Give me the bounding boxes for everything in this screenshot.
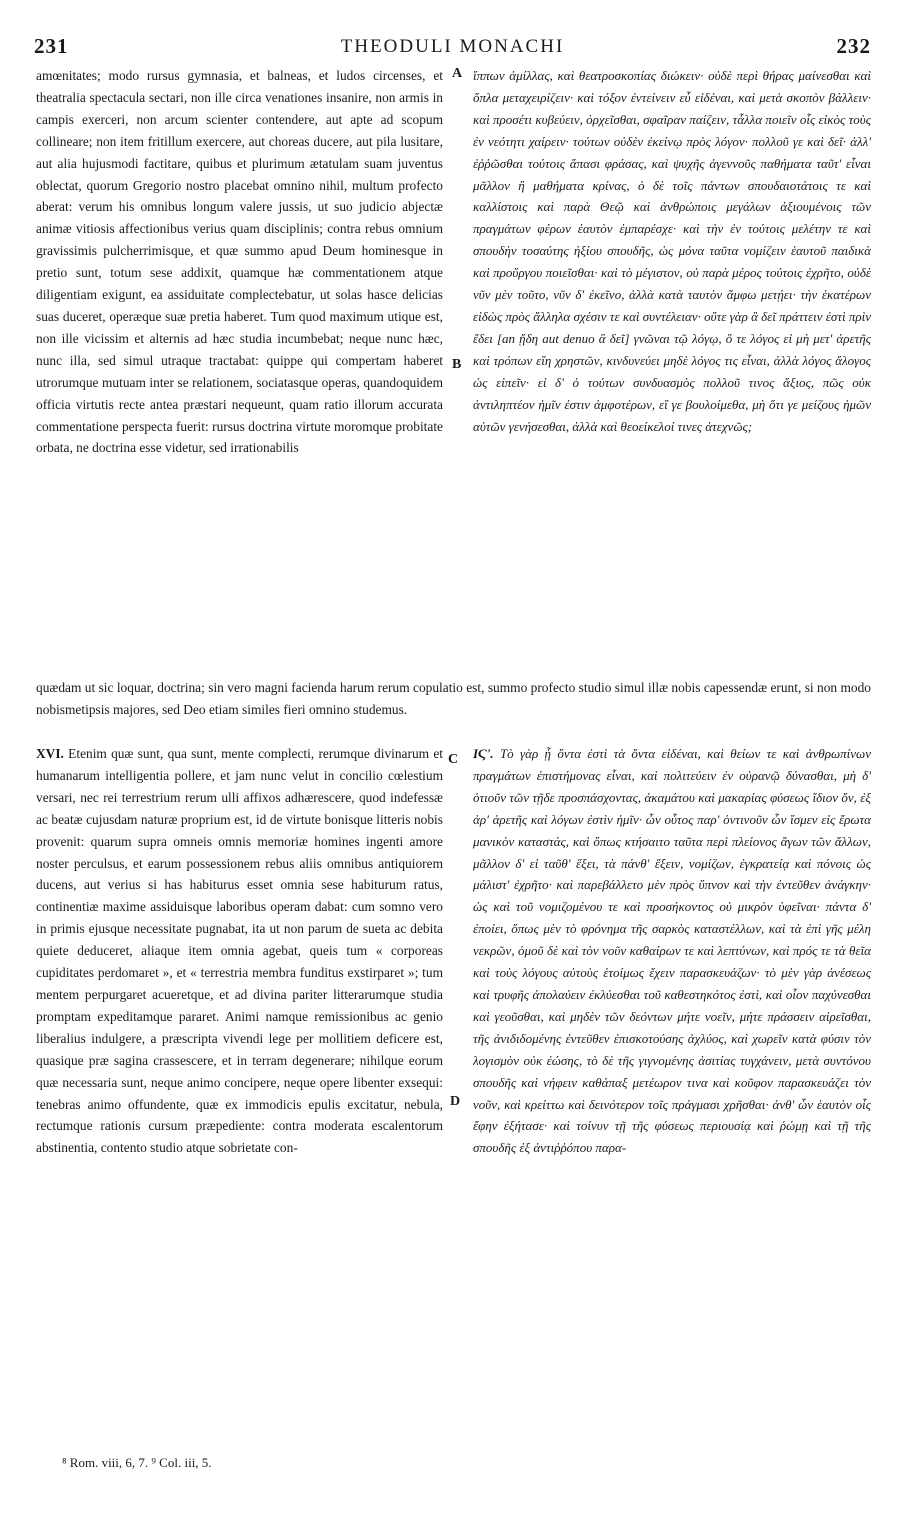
latin-column-bottom [36,743,443,1438]
footnotes: ⁸ Rom. viii, 6, 7. ⁹ Col. iii, 5. [62,1455,212,1470]
running-title: THEODULI MONACHI [340,36,565,57]
greek-section-16 [473,743,871,1159]
latin-text-bottom: Etenim quæ sunt, qua sunt, mente complecti, rerumque divinarum et humanarum intelligentia pollere, et jam nunc velut in concilio cœlestium versari, nec rei terrestrium rerum ulli affixos adhærescere, quod indefessæ ac beatæ cujusdam naturæ proprium est, id de virtute bonisque litteris nobis provenit: quarum supra omneis omnis memoriæ homines ingenti amore noster perculsus, et earum possessionem rebus aliis omnibus antiquiorem ducens, aut verius si has habiturus esset omnia sese habiturum ratus, continentiæ maxime assiduisque laboribus operam dabat: cum somno vero in primis ejusque necessitate pugnabat, ita ut non parum de sueta ac debita quiete deduceret, aliaque item omnia agebat, queis tum « corporeas cupiditates perdomaret », et « terrestria membra funditus exstirparet »; tum mentem perpurgaret acueretque, et ad divina pariter litterarumque studia promptam expeditamque pararet. Animi namque remissionibus ac genio liberalius indulgere, a præscripta vivendi lege per mollitiem deficere est, quasique præ sagina crassescere, et in terram degenerare; nihilque eorum quæ necessaria sunt, neque animo concipere, neque opere libenter exsequi: tenebras animo offundente, quæ ex immodicis epulis excitatur, nebula, rectumque rationis cursum præpediente: contra moderata escalentorum abstinentia, contento studio atque sobrietate con- [36,746,443,1156]
margin-marker-d: D [450,1094,461,1109]
right-page-number: 232 [836,34,871,58]
running-header [34,34,871,64]
greek-text-top: ἵππων ἁμίλλας, καὶ θεατροσκοπίας διώκειν· οὐδὲ περὶ θήρας μαίνεσθαι καὶ ὅπλα μεταχειρίζειν· καὶ τόξον ἐντείνειν εὖ εἰδέναι, καὶ μετὰ σκοπὸν βάλλειν· καὶ προσέτι κυβεύειν, ὀρχεῖσθαι, σφαῖραν παίζειν, τἆλλα ποιεῖν οἷς εἰκὸς τοὺς ἐν νεότητι χαίρειν· τούτων οὐδὲν ἐκείνῳ πρὸς λόγον· πολλοῦ γε καὶ δεῖ· ἀλλ' ἐῤῥῶσθαι τούτοις ἅπασι φράσας, καὶ ψυχῆς ἀγεννοῦς παθήματα ταῦτ' εἶναι μᾶλλον ἢ μαθήματα κρίνας, ὁ δὲ τοῖς πάντων σπουδαιοτάτοις τε καὶ καλλίστοις καὶ παρὰ Θεῷ καὶ ἀνθρώποις μεγάλων ἀξιουμένοις τῶν πραγμάτων φέρων ἑαυτὸν ἐμπαρέσχε· καὶ τὴν ἐν τούτοις μελέτην τε καὶ σπουδὴν τοσαύτης ἠξίου σπουδῆς, ὡς μόνα ταῦτα νομίζειν ἑαυτοῦ παιδικὰ καὶ προὔργου ποιεῖσθαι· καὶ τὸ μέγιστον, οὐ παρὰ μέρος τούτοις ἐχρῆτο, οὐδὲ νῦν μὲν τοῦτο, νῦν δ' ἐκεῖνο, ἀλλὰ κατὰ ταυτὸν ἄμφω μετῄει· τὴν ἑκατέρων εἰδὼς πρὸς ἄλληλα σχέσιν τε καὶ συντέλειαν· οὔτε γὰρ ἃ δεῖ πράττειν ἐστὶ πρὶν ἔδει [an ᾔδη aut denuo ἃ δεῖ] γνῶναι τῷ λόγῳ, ὅ τε λόγος εἰ μὴ μετ' ἀρετῆς καὶ τρόπων εἴη χρηστῶν, κινδυνεύει μηδὲ λόγος τις εἶναι, ἀλλὰ λόγος ἄλογος ὡς εἰπεῖν· εἰ δ' ὁ τούτων συνδυασμὸς πολλοῦ τινος ἄξιος, πῶς οὐκ ἀντιληπτέον ἡμῖν ἐστιν ἀμφοτέρων, εἴ γε βουλοίμεθα, μὴ ὅτι γε μείζους ἡμῶν αὐτῶν γενήσεσθαι, ἀλλὰ καὶ θεοείκελοί τινες ἀτεχνῶς; [473,68,871,434]
margin-marker-c: C [448,752,459,767]
greek-column-top [473,65,871,677]
greek-text-bottom: Τὸ γὰρ ᾗ ὄντα ἐστὶ τὰ ὄντα εἰδέναι, καὶ θείων τε καὶ ἀνθρωπίνων πραγμάτων ἐπιστήμονας εἶναι, καὶ πολιτεύειν ἐν οὐρανῷ δύνασθαι, μὴ δ' ὁτιοῦν τῶν τῇδε προσπάσχοντας, ἀκαμάτου καὶ μακαρίας φύσεως ἴδιον ὄν, ἐξ ἀρ' ἀρετῆς καὶ λόγων ἐστὶν ἡμῖν· ὧν οὗτος παρ' ὁντινοῦν ὧν ἴσμεν εἰς ἔρωτα μανικὸν καταστάς, καὶ ὅπως κτήσαιτο ταῦτα περὶ πλείονος ἄγων τῶν ἄλλων, μᾶλλον δ' εἰ ταῦθ' ἕξει, τὰ πάνθ' ἕξειν, νομίζων, ἐγκρατείᾳ καὶ πόνοις ὡς μάλιστ' ἐχρῆτο· καὶ παρεβάλλετο μὲν πρὸς ὕπνον καὶ τὴν ἐντεῦθεν ἀνάγκην· ὡς καὶ τοῦ νομιζομένου τε καὶ προσήκοντος οὐ μικρὸν ὑφεῖναι· πάντα δ' ἐποίει, ὅπως μὲν τὸ φρόνημα τῆς σαρκὸς καταστέλλων, καὶ τὰ ἐπὶ γῆς μέλη νεκρῶν, ὁμοῦ δὲ καὶ τὸν νοῦν καθαίρων τε καὶ λεπτύνων, καὶ πρός τε τὰ θεῖα καὶ τοὺς λόγους αὐτοὺς ἑτοίμως ἔχειν παρασκευάζων· τὸ μὲν γὰρ ἀνέσεως καὶ τρυφῆς ἀπολαύειν ἐκλύεσθαι τοῦ καθεστηκότος ἐστὶ, καὶ οἷον παχύνεσθαι καὶ γεοῦσθαι, καὶ μηδὲν τῶν δεόντων μήτε νοεῖν, μήτε πράσσειν αἱρεῖσθαι, τῆς ἀνιδιδομένης ἐντεῦθεν ἐπισκοτούσης ἀχλύος, καὶ χωρεῖν κατὰ φύσιν τὸν λογισμὸν οὐκ ἐώσης, τὸ δὲ τῆς γιγνομένης ἀσιτίας τυγχάνειν, μετὰ συντόνου σπουδῆς καὶ νήφειν καθάπαξ μετέωρον τινα καὶ κοῦφον παρασκευάζει τὸν νοῦν, καὶ κρείττω καὶ δεινότερον τοῖς πράγμασι χρῆσθαι· ἀνθ' ὧν ἑαυτὸν οἷς ἔφην ἐξήτασε· καὶ τοίνυν τῇ τῆς φύσεως περιουσίᾳ καὶ ῥώμῃ καὶ τῇ τῆς σπουδῆς ἐξ ἀντιῤῥόπου παρα- [473,746,871,1156]
left-page-number: 231 [34,34,69,58]
greek-column-bottom [473,743,871,1438]
full-width-paragraph: quædam ut sic loquar, doctrina; sin vero magni facienda harum rerum copulatio est, summo profecto studio simul illæ nobis capessendæ erunt, si non modo nobismetipsis majores, sed Deo etiam similes fieri omnino studemus. [36,680,871,717]
margin-marker-b: B [452,357,462,372]
greek-section-number: ΙϚʹ. [473,746,494,761]
latin-section-16 [36,743,443,1159]
latin-text-top: amœnitates; modo rursus gymnasia, et balneas, et ludos circenses, et theatralia spectacula sectari, non ille circa venationes insanire, non armis in campis exerceri, non arcum scienter contendere, aut apte ad scopum collineare; non item fritillum exercere, aut choreas ducere, aut pila lusitare, aut alia hujusmodi factitare, quibus et plurimum ætatulam suam juventus oblectat, quorum Gregorio nostro placebat omnino nihil, multum profecto aberat: verum his omnibus longum valere jussis, ut suo judicio abjectæ animæ vitiosis affectionibus verius quam disciplinis; contra rebus omnium gravissimis pulcherrimisque, et quæ summo apud Deum hominesque in pretio sunt, totum sese addixit, quamque hæ commentationem atque diligentiam exigunt, ea assiduitate complectebatur, ut solas hasce delicias suas duceret, operæque suæ pretia haberet. Tum quod maximum utique est, non ille vicissim et alternis ad hæc studia incumbebat; neque nunc hæc, nunc illa, sed simul utraque tractabat: quippe qui compertam haberet utrorumque mutuam inter se relationem, sociatasque operas, quandoquidem officia virtutis recte antea præstari nequeunt, quam ratio illorum accurata commentatione perspecta fuerit: rursus doctrina virtute moromque probitate orbata, ne doctrina esse videtur, sed irrationabilis [36,68,443,456]
latin-column-top [36,65,443,677]
latin-section-number: XVI. [36,746,64,761]
margin-marker-a: A [452,66,463,81]
